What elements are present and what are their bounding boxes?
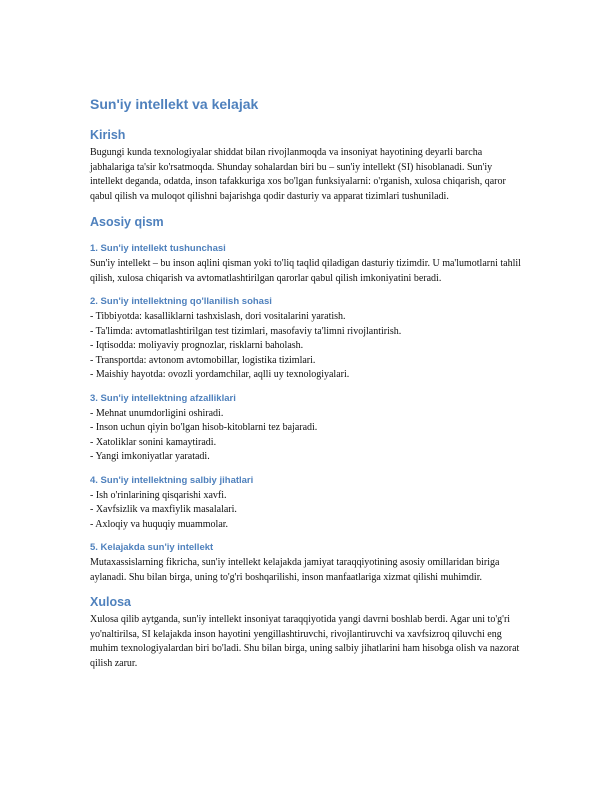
list-item: - Axloqiy va huquqiy muammolar. [90, 518, 229, 530]
section-heading-xulosa: Xulosa [90, 595, 131, 609]
subsection-heading-1: 1. Sun'iy intellekt tushunchasi [90, 243, 226, 254]
list-item: - Iqtisodda: moliyaviy prognozlar, risklarni baholash. [90, 340, 304, 351]
list-item: - Tibbiyotda: kasalliklarni tashxislash, dori vositalarini yaratish. [90, 311, 346, 322]
section-heading-asosiy: Asosiy qism [90, 215, 164, 229]
section-text-xulosa: Xulosa qilib aytganda, sun'iy intellekt insoniyat taraqqiyotida yangi davrni boshlab berdi. Agar uni to'g'ri yo'naltirilsa, SI kelajakda inson hayotini yengillashtiruvchi, rivojlantiruvchi va xavfsizroq qiluvchi eng muhim texnologiyalardan biri bo'ladi. Shu bilan birga, uning salbiy jihatlarini ham hisobga olish va nazorat qilish zarur. [90, 614, 520, 669]
subsection-text-5: Mutaxassislarning fikricha, sun'iy intellekt kelajakda jamiyat taraqqiyotining asosiy omillaridan biriga aylanadi. Shu bilan birga, uning to'g'ri boshqarilishi, inson manfaatlariga xizmat qilishi muhimdir. [90, 557, 500, 583]
list-item: - Maishiy hayotda: ovozli yordamchilar, aqlli uy texnologiyalari. [90, 369, 350, 380]
section-heading-kirish: Kirish [90, 128, 126, 142]
subsection-heading-3: 3. Sun'iy intellektning afzalliklari [90, 392, 236, 404]
section-text-kirish: Bugungi kunda texnologiyalar shiddat bilan rivojlanmoqda va insoniyat hayotining deyarli barcha jabhalariga ta'sir ko'rsatmoqda. Shunday sohalardan biri bu – sun'iy intellekt (SI) hisoblanadi. Sun'iy intellekt deganda, odatda, inson tafakkuriga xos bo'lgan funksiyalarni: o'rganish, xulosa chiqarish, qaror qabul qilish va muloqot qilishni bajarishga qodir dasturiy va apparat tizimlari tushuniladi. [90, 147, 506, 202]
document-title: Sun'iy intellekt va kelajak [90, 96, 259, 112]
list-applications [90, 310, 522, 383]
document-body [90, 95, 522, 671]
list-item: - Xatoliklar sonini kamaytiradi. [90, 436, 217, 448]
subsection-heading-5: 5. Kelajakda sun'iy intellekt [90, 542, 214, 553]
list-item: - Xavfsizlik va maxfiylik masalalari. [90, 504, 237, 515]
list-item: - Ta'limda: avtomatlashtirilgan test tizimlari, masofaviy ta'limni rivojlantirish. [90, 325, 402, 337]
subsection-text-1: Sun'iy intellekt – bu inson aqlini qisman yoki to'liq taqlid qiladigan dasturiy tizimdir. U ma'lumotlarni tahlil qilish, xulosa chiqarish va avtomatlashtirilgan qarorlar qabul qilish imkoniyatini beradi. [90, 258, 521, 284]
list-item: - Inson uchun qiyin bo'lgan hisob-kitoblarni tez bajaradi. [90, 422, 318, 433]
list-item: - Ish o'rinlarining qisqarishi xavfi. [90, 489, 227, 501]
list-advantages [90, 407, 522, 465]
list-item: - Transportda: avtonom avtomobillar, logistika tizimlari. [90, 354, 316, 366]
list-item: - Yangi imkoniyatlar yaratadi. [90, 451, 210, 462]
subsection-heading-4: 4. Sun'iy intellektning salbiy jihatlari [90, 474, 254, 486]
list-item: - Mehnat unumdorligini oshiradi. [90, 407, 224, 419]
subsection-heading-2: 2. Sun'iy intellektning qo'llanilish sohasi [90, 296, 272, 307]
list-disadvantages [90, 489, 522, 533]
